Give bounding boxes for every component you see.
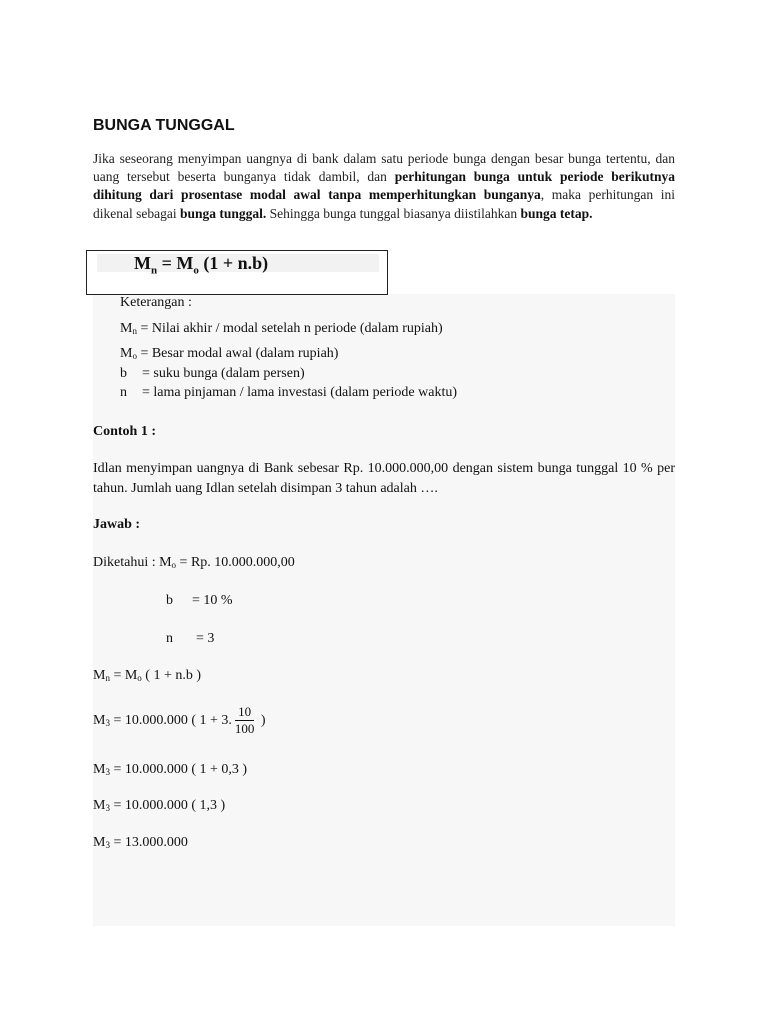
keterangan-title: Keterangan :: [120, 295, 192, 310]
contoh-text: Idlan menyimpan uangnya di Bank sebesar Rp. 10.000.000,00 dengan sistem bunga tunggal 10 % per tahun. Jumlah uang Idlan setelah disimpan 3 tahun adalah ….: [93, 461, 675, 496]
page-title: BUNGA TUNGGAL: [93, 117, 235, 134]
given-b: b = 10 %: [166, 593, 233, 608]
jawab-title: Jawab :: [93, 517, 141, 532]
given-n: n = 3: [166, 631, 215, 646]
step-2: $M_3 = 10.000.000$ ( 1 + 0,3 ): [93, 762, 248, 777]
main-formula: $M_n = M_o$ (1 + n.b): [134, 253, 269, 277]
contoh-title: Contoh 1 :: [93, 424, 157, 439]
diketahui-line: Diketahui : $M_o = Rp$. 10.000.000,00: [93, 555, 295, 570]
step-3: $M_3 = 10.000.000$ ( 1,3 ): [93, 798, 226, 813]
step-substitution: $M_3 = 10.000.000$ ( 1 + 3. $\frac{10}{100}$ ): [93, 704, 266, 737]
keterangan-item: b = suku bunga (dalam persen): [120, 366, 305, 381]
formula-box: [86, 250, 388, 295]
fraction: $\frac{10}{100}$: [234, 704, 255, 737]
intro-paragraph: Jika seseorang menyimpan uangnya di bank dalam satu periode bunga dengan besar bunga tertentu, dan uang tersebut beserta bunganya tidak dambil, dan perhitungan bunga untuk periode berikutnya dihitung dari prosentase modal awal tanpa memperhitungkan bunganya, maka perhitungan ini dikenal sebagai bunga tunggal. Sehingga bunga tunggal biasanya diistilahkan bunga tetap.: [93, 151, 676, 221]
keterangan-item: $M_o$ = Besar modal awal (dalam rupiah): [120, 346, 339, 361]
step-result: $M_3 = 13.000.000$: [93, 835, 188, 850]
keterangan-item: n = lama pinjaman / lama investasi (dalam periode waktu): [120, 385, 458, 400]
step-formula: $M_n = M_o$ ( 1 + n.b ): [93, 668, 202, 683]
keterangan-item: $M_n$ = Nilai akhir / modal setelah n periode (dalam rupiah): [120, 321, 443, 336]
